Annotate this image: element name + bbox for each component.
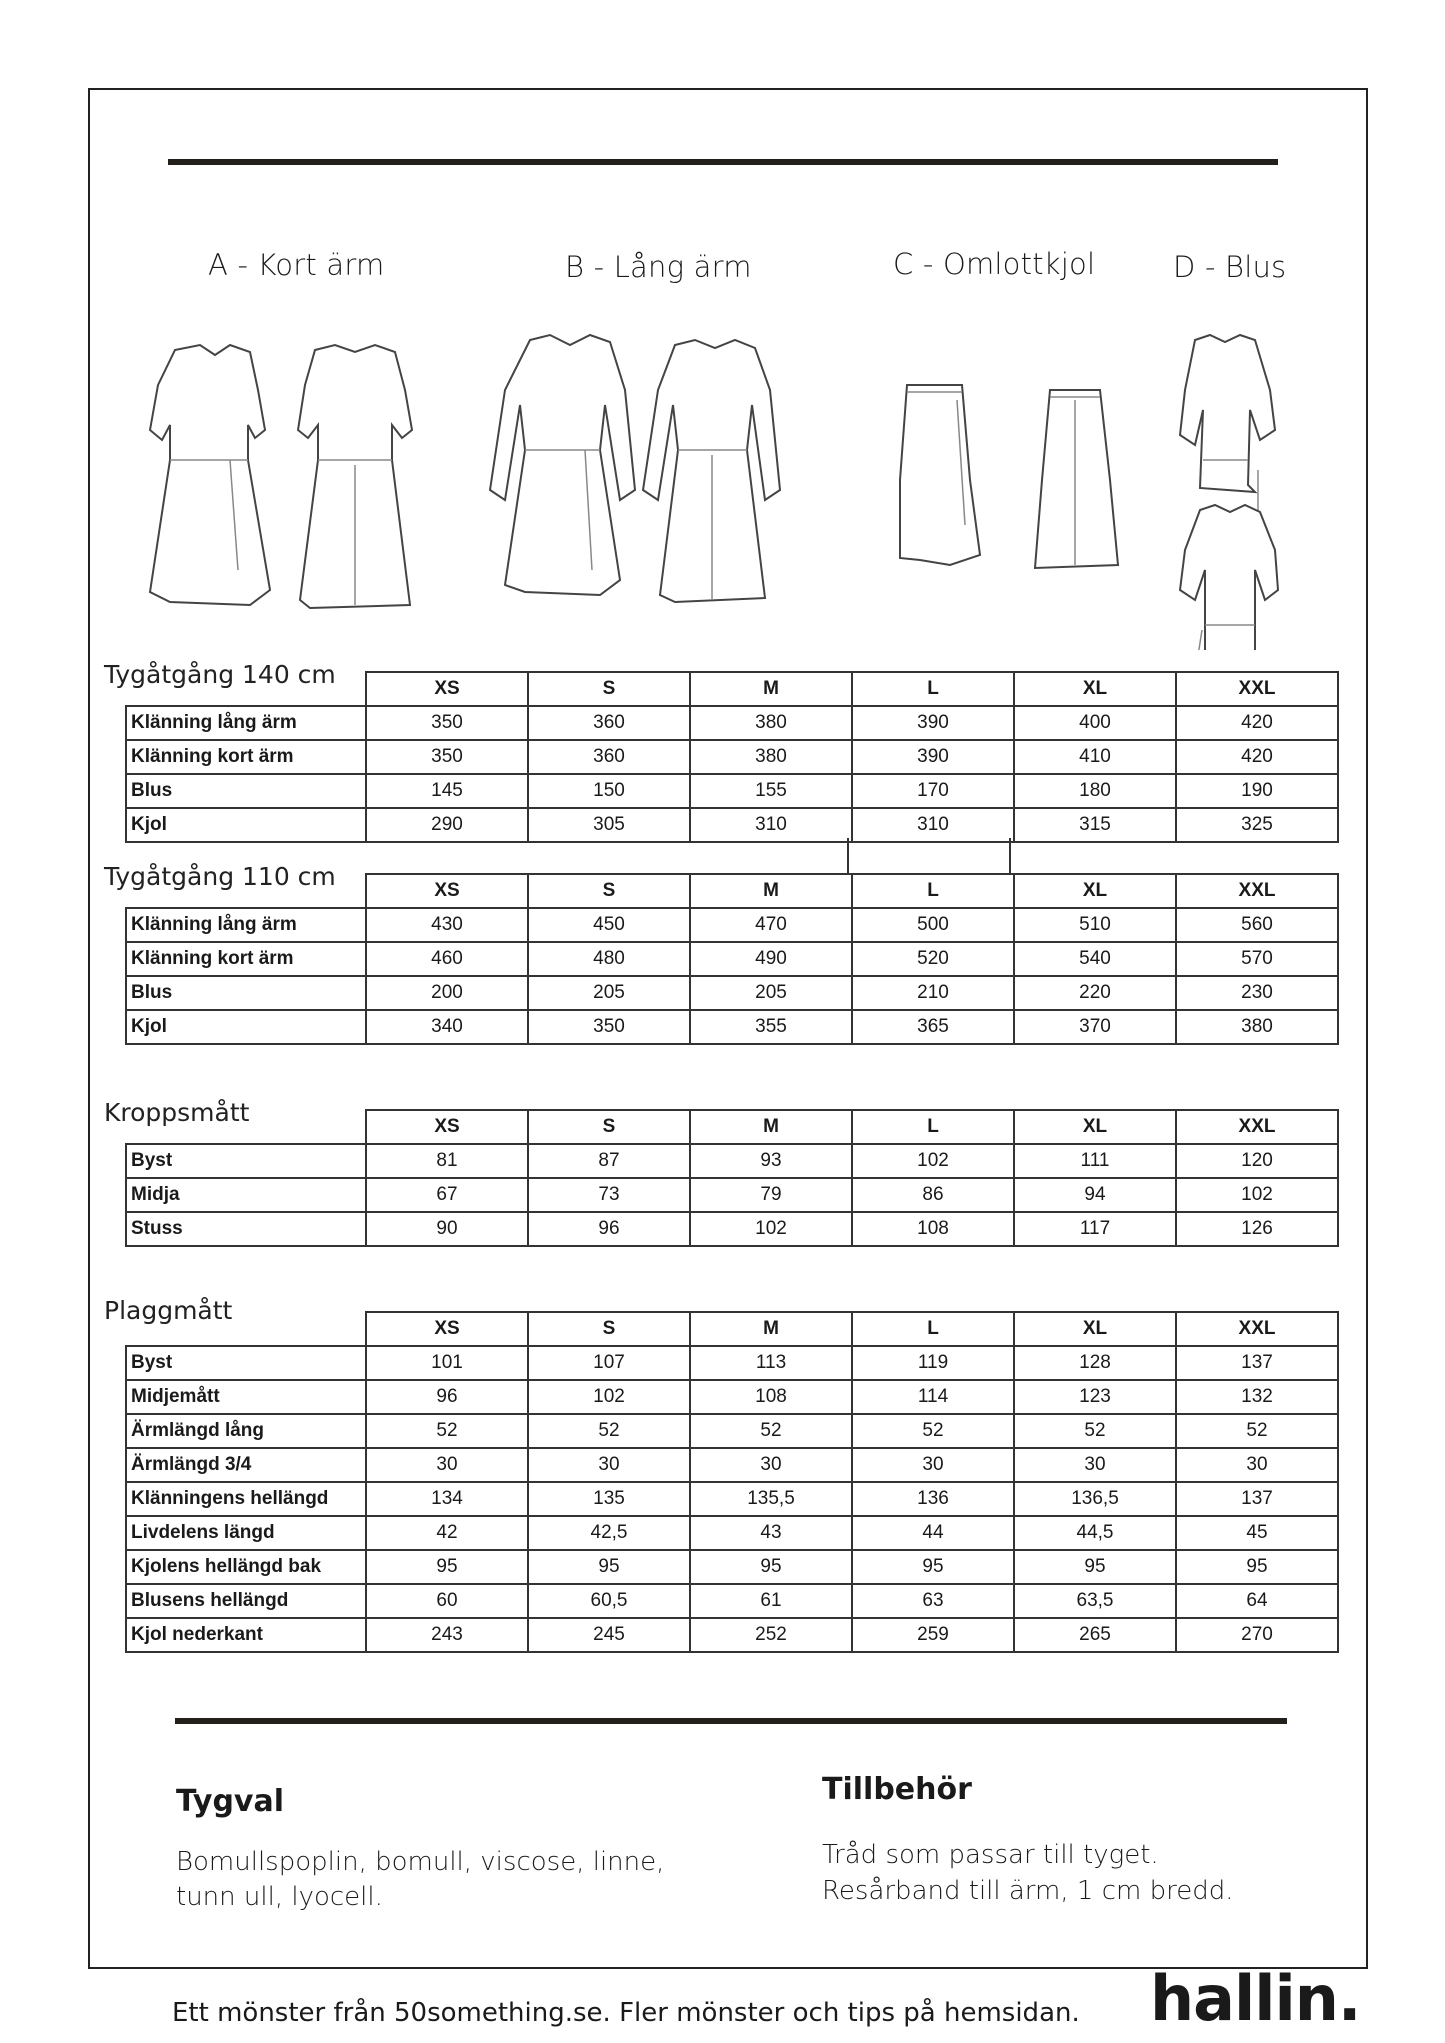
row-label: Kjolens hellängd bak bbox=[126, 1550, 366, 1584]
size-header: M bbox=[690, 1110, 852, 1144]
value-cell: 86 bbox=[852, 1178, 1014, 1212]
view-title-d: D - Blus bbox=[1173, 250, 1287, 284]
value-cell: 570 bbox=[1176, 942, 1338, 976]
value-cell: 180 bbox=[1014, 774, 1176, 808]
value-cell: 560 bbox=[1176, 908, 1338, 942]
value-cell: 480 bbox=[528, 942, 690, 976]
size-table bbox=[125, 1109, 1339, 1247]
value-cell: 63 bbox=[852, 1584, 1014, 1618]
size-table bbox=[125, 1311, 1339, 1653]
tygval-heading: Tygval bbox=[176, 1784, 285, 1819]
value-cell: 490 bbox=[690, 942, 852, 976]
row-label: Kjol bbox=[126, 808, 366, 842]
size-header: XXL bbox=[1176, 672, 1338, 706]
value-cell: 460 bbox=[366, 942, 528, 976]
table-row bbox=[126, 942, 1338, 976]
value-cell: 60,5 bbox=[528, 1584, 690, 1618]
value-cell: 95 bbox=[366, 1550, 528, 1584]
value-cell: 73 bbox=[528, 1178, 690, 1212]
row-label: Klänningens hellängd bbox=[126, 1482, 366, 1516]
value-cell: 410 bbox=[1014, 740, 1176, 774]
size-header: XS bbox=[366, 1312, 528, 1346]
value-cell: 123 bbox=[1014, 1380, 1176, 1414]
value-cell: 60 bbox=[366, 1584, 528, 1618]
table-row bbox=[126, 1212, 1338, 1246]
table-row bbox=[126, 1618, 1338, 1652]
top-divider bbox=[168, 159, 1278, 165]
view-title-b: B - Lång ärm bbox=[565, 250, 752, 284]
value-cell: 190 bbox=[1176, 774, 1338, 808]
value-cell: 470 bbox=[690, 908, 852, 942]
value-cell: 94 bbox=[1014, 1178, 1176, 1212]
value-cell: 52 bbox=[1014, 1414, 1176, 1448]
value-cell: 101 bbox=[366, 1346, 528, 1380]
value-cell: 135 bbox=[528, 1482, 690, 1516]
size-header: M bbox=[690, 874, 852, 908]
value-cell: 450 bbox=[528, 908, 690, 942]
header-blank-cell bbox=[126, 1312, 366, 1346]
value-cell: 126 bbox=[1176, 1212, 1338, 1246]
value-cell: 155 bbox=[690, 774, 852, 808]
size-header: S bbox=[528, 1312, 690, 1346]
value-cell: 30 bbox=[528, 1448, 690, 1482]
value-cell: 42,5 bbox=[528, 1516, 690, 1550]
value-cell: 45 bbox=[1176, 1516, 1338, 1550]
value-cell: 365 bbox=[852, 1010, 1014, 1044]
skirt-c-front-illustration bbox=[900, 385, 980, 565]
value-cell: 132 bbox=[1176, 1380, 1338, 1414]
value-cell: 259 bbox=[852, 1618, 1014, 1652]
value-cell: 102 bbox=[528, 1380, 690, 1414]
size-header: S bbox=[528, 1110, 690, 1144]
table-row bbox=[126, 1584, 1338, 1618]
tillbehor-line-1: Tråd som passar till tyget. bbox=[822, 1840, 1159, 1870]
table-title: Tygåtgång 110 cm bbox=[104, 862, 336, 891]
table-row bbox=[126, 808, 1338, 842]
table-row bbox=[126, 1144, 1338, 1178]
value-cell: 420 bbox=[1176, 740, 1338, 774]
value-cell: 290 bbox=[366, 808, 528, 842]
size-header: XXL bbox=[1176, 1110, 1338, 1144]
header-blank-cell bbox=[126, 874, 366, 908]
value-cell: 230 bbox=[1176, 976, 1338, 1010]
value-cell: 135,5 bbox=[690, 1482, 852, 1516]
row-label: Midja bbox=[126, 1178, 366, 1212]
table-row bbox=[126, 908, 1338, 942]
value-cell: 42 bbox=[366, 1516, 528, 1550]
value-cell: 64 bbox=[1176, 1584, 1338, 1618]
value-cell: 430 bbox=[366, 908, 528, 942]
table-row bbox=[126, 976, 1338, 1010]
footer-text: Ett mönster från 50something.se. Fler mönster och tips på hemsidan. bbox=[172, 1998, 1080, 2028]
value-cell: 95 bbox=[690, 1550, 852, 1584]
value-cell: 243 bbox=[366, 1618, 528, 1652]
value-cell: 30 bbox=[1176, 1448, 1338, 1482]
row-label: Blus bbox=[126, 976, 366, 1010]
value-cell: 350 bbox=[366, 740, 528, 774]
value-cell: 355 bbox=[690, 1010, 852, 1044]
value-cell: 95 bbox=[1176, 1550, 1338, 1584]
value-cell: 205 bbox=[690, 976, 852, 1010]
value-cell: 220 bbox=[1014, 976, 1176, 1010]
value-cell: 87 bbox=[528, 1144, 690, 1178]
header-blank-cell bbox=[126, 672, 366, 706]
dress-a-front-illustration bbox=[150, 345, 270, 605]
table-row bbox=[126, 1414, 1338, 1448]
row-label: Ärmlängd lång bbox=[126, 1414, 366, 1448]
row-label: Klänning kort ärm bbox=[126, 942, 366, 976]
view-title-c: C - Omlottkjol bbox=[893, 247, 1096, 281]
table-row bbox=[126, 1380, 1338, 1414]
row-label: Stuss bbox=[126, 1212, 366, 1246]
row-label: Klänning kort ärm bbox=[126, 740, 366, 774]
value-cell: 265 bbox=[1014, 1618, 1176, 1652]
value-cell: 30 bbox=[690, 1448, 852, 1482]
value-cell: 79 bbox=[690, 1178, 852, 1212]
table-row bbox=[126, 774, 1338, 808]
table-title: Plaggmått bbox=[104, 1296, 233, 1325]
value-cell: 93 bbox=[690, 1144, 852, 1178]
table-row bbox=[126, 1346, 1338, 1380]
value-cell: 136 bbox=[852, 1482, 1014, 1516]
garment-illustrations bbox=[130, 330, 1330, 650]
table-header-row bbox=[126, 1110, 1338, 1144]
value-cell: 102 bbox=[852, 1144, 1014, 1178]
row-label: Blus bbox=[126, 774, 366, 808]
value-cell: 52 bbox=[1176, 1414, 1338, 1448]
size-header: L bbox=[852, 672, 1014, 706]
size-header: L bbox=[852, 874, 1014, 908]
value-cell: 52 bbox=[528, 1414, 690, 1448]
value-cell: 52 bbox=[366, 1414, 528, 1448]
value-cell: 150 bbox=[528, 774, 690, 808]
value-cell: 380 bbox=[1176, 1010, 1338, 1044]
value-cell: 128 bbox=[1014, 1346, 1176, 1380]
value-cell: 30 bbox=[852, 1448, 1014, 1482]
size-header: XS bbox=[366, 874, 528, 908]
size-header: L bbox=[852, 1110, 1014, 1144]
table-row bbox=[126, 1448, 1338, 1482]
table-gap-line bbox=[1009, 838, 1011, 874]
value-cell: 44 bbox=[852, 1516, 1014, 1550]
table-header-row bbox=[126, 1312, 1338, 1346]
value-cell: 252 bbox=[690, 1618, 852, 1652]
table-title: Tygåtgång 140 cm bbox=[104, 660, 336, 689]
value-cell: 360 bbox=[528, 706, 690, 740]
row-label: Kjol bbox=[126, 1010, 366, 1044]
value-cell: 108 bbox=[690, 1380, 852, 1414]
value-cell: 113 bbox=[690, 1346, 852, 1380]
size-header: XXL bbox=[1176, 874, 1338, 908]
value-cell: 96 bbox=[366, 1380, 528, 1414]
row-label: Klänning lång ärm bbox=[126, 706, 366, 740]
table-title: Kroppsmått bbox=[104, 1098, 250, 1127]
value-cell: 390 bbox=[852, 706, 1014, 740]
value-cell: 350 bbox=[366, 706, 528, 740]
value-cell: 500 bbox=[852, 908, 1014, 942]
value-cell: 245 bbox=[528, 1618, 690, 1652]
value-cell: 67 bbox=[366, 1178, 528, 1212]
value-cell: 95 bbox=[528, 1550, 690, 1584]
header-blank-cell bbox=[126, 1110, 366, 1144]
value-cell: 43 bbox=[690, 1516, 852, 1550]
size-header: XS bbox=[366, 672, 528, 706]
row-label: Blusens hellängd bbox=[126, 1584, 366, 1618]
value-cell: 30 bbox=[1014, 1448, 1176, 1482]
value-cell: 145 bbox=[366, 774, 528, 808]
value-cell: 350 bbox=[528, 1010, 690, 1044]
row-label: Ärmlängd 3/4 bbox=[126, 1448, 366, 1482]
size-header: XL bbox=[1014, 1312, 1176, 1346]
size-header: XS bbox=[366, 1110, 528, 1144]
blouse-d-back-illustration bbox=[1180, 505, 1278, 650]
table-row bbox=[126, 1516, 1338, 1550]
value-cell: 315 bbox=[1014, 808, 1176, 842]
brand-logo: hallin. bbox=[1150, 1962, 1361, 2035]
value-cell: 96 bbox=[528, 1212, 690, 1246]
size-table bbox=[125, 873, 1339, 1045]
row-label: Livdelens längd bbox=[126, 1516, 366, 1550]
value-cell: 510 bbox=[1014, 908, 1176, 942]
value-cell: 52 bbox=[690, 1414, 852, 1448]
tillbehor-line-2: Resårband till ärm, 1 cm bredd. bbox=[822, 1876, 1234, 1906]
table-header-row bbox=[126, 874, 1338, 908]
value-cell: 81 bbox=[366, 1144, 528, 1178]
value-cell: 325 bbox=[1176, 808, 1338, 842]
value-cell: 102 bbox=[1176, 1178, 1338, 1212]
value-cell: 107 bbox=[528, 1346, 690, 1380]
value-cell: 44,5 bbox=[1014, 1516, 1176, 1550]
size-header: S bbox=[528, 672, 690, 706]
bottom-divider bbox=[175, 1718, 1287, 1724]
value-cell: 108 bbox=[852, 1212, 1014, 1246]
size-header: XL bbox=[1014, 874, 1176, 908]
skirt-c-back-illustration bbox=[1035, 390, 1118, 568]
value-cell: 380 bbox=[690, 740, 852, 774]
value-cell: 370 bbox=[1014, 1010, 1176, 1044]
view-title-a: A - Kort ärm bbox=[208, 248, 385, 282]
size-header: S bbox=[528, 874, 690, 908]
table-header-row bbox=[126, 672, 1338, 706]
value-cell: 520 bbox=[852, 942, 1014, 976]
value-cell: 137 bbox=[1176, 1346, 1338, 1380]
table-row bbox=[126, 1010, 1338, 1044]
table-row bbox=[126, 706, 1338, 740]
value-cell: 136,5 bbox=[1014, 1482, 1176, 1516]
dress-a-back-illustration bbox=[298, 345, 412, 608]
row-label: Byst bbox=[126, 1346, 366, 1380]
value-cell: 360 bbox=[528, 740, 690, 774]
size-header: XL bbox=[1014, 672, 1176, 706]
value-cell: 120 bbox=[1176, 1144, 1338, 1178]
value-cell: 134 bbox=[366, 1482, 528, 1516]
tillbehor-heading: Tillbehör bbox=[822, 1772, 972, 1807]
dress-b-front-illustration bbox=[490, 335, 635, 595]
size-header: XL bbox=[1014, 1110, 1176, 1144]
value-cell: 420 bbox=[1176, 706, 1338, 740]
value-cell: 400 bbox=[1014, 706, 1176, 740]
value-cell: 102 bbox=[690, 1212, 852, 1246]
value-cell: 61 bbox=[690, 1584, 852, 1618]
size-header: XXL bbox=[1176, 1312, 1338, 1346]
table-gap-line bbox=[847, 838, 849, 874]
row-label: Midjemått bbox=[126, 1380, 366, 1414]
value-cell: 117 bbox=[1014, 1212, 1176, 1246]
value-cell: 380 bbox=[690, 706, 852, 740]
value-cell: 114 bbox=[852, 1380, 1014, 1414]
row-label: Kjol nederkant bbox=[126, 1618, 366, 1652]
blouse-d-front-illustration bbox=[1180, 335, 1275, 530]
value-cell: 540 bbox=[1014, 942, 1176, 976]
value-cell: 340 bbox=[366, 1010, 528, 1044]
size-header: M bbox=[690, 672, 852, 706]
table-row bbox=[126, 1482, 1338, 1516]
value-cell: 137 bbox=[1176, 1482, 1338, 1516]
table-row bbox=[126, 1178, 1338, 1212]
value-cell: 210 bbox=[852, 976, 1014, 1010]
table-row bbox=[126, 1550, 1338, 1584]
value-cell: 170 bbox=[852, 774, 1014, 808]
value-cell: 119 bbox=[852, 1346, 1014, 1380]
value-cell: 95 bbox=[1014, 1550, 1176, 1584]
row-label: Klänning lång ärm bbox=[126, 908, 366, 942]
value-cell: 205 bbox=[528, 976, 690, 1010]
value-cell: 310 bbox=[690, 808, 852, 842]
value-cell: 270 bbox=[1176, 1618, 1338, 1652]
size-header: M bbox=[690, 1312, 852, 1346]
dress-b-back-illustration bbox=[643, 340, 780, 602]
value-cell: 310 bbox=[852, 808, 1014, 842]
size-header: L bbox=[852, 1312, 1014, 1346]
size-table bbox=[125, 671, 1339, 843]
value-cell: 305 bbox=[528, 808, 690, 842]
value-cell: 111 bbox=[1014, 1144, 1176, 1178]
value-cell: 90 bbox=[366, 1212, 528, 1246]
value-cell: 390 bbox=[852, 740, 1014, 774]
value-cell: 52 bbox=[852, 1414, 1014, 1448]
value-cell: 95 bbox=[852, 1550, 1014, 1584]
tygval-line-1: Bomullspoplin, bomull, viscose, linne, bbox=[176, 1847, 665, 1877]
value-cell: 200 bbox=[366, 976, 528, 1010]
value-cell: 63,5 bbox=[1014, 1584, 1176, 1618]
value-cell: 30 bbox=[366, 1448, 528, 1482]
table-row bbox=[126, 740, 1338, 774]
tygval-line-2: tunn ull, lyocell. bbox=[176, 1882, 383, 1912]
row-label: Byst bbox=[126, 1144, 366, 1178]
